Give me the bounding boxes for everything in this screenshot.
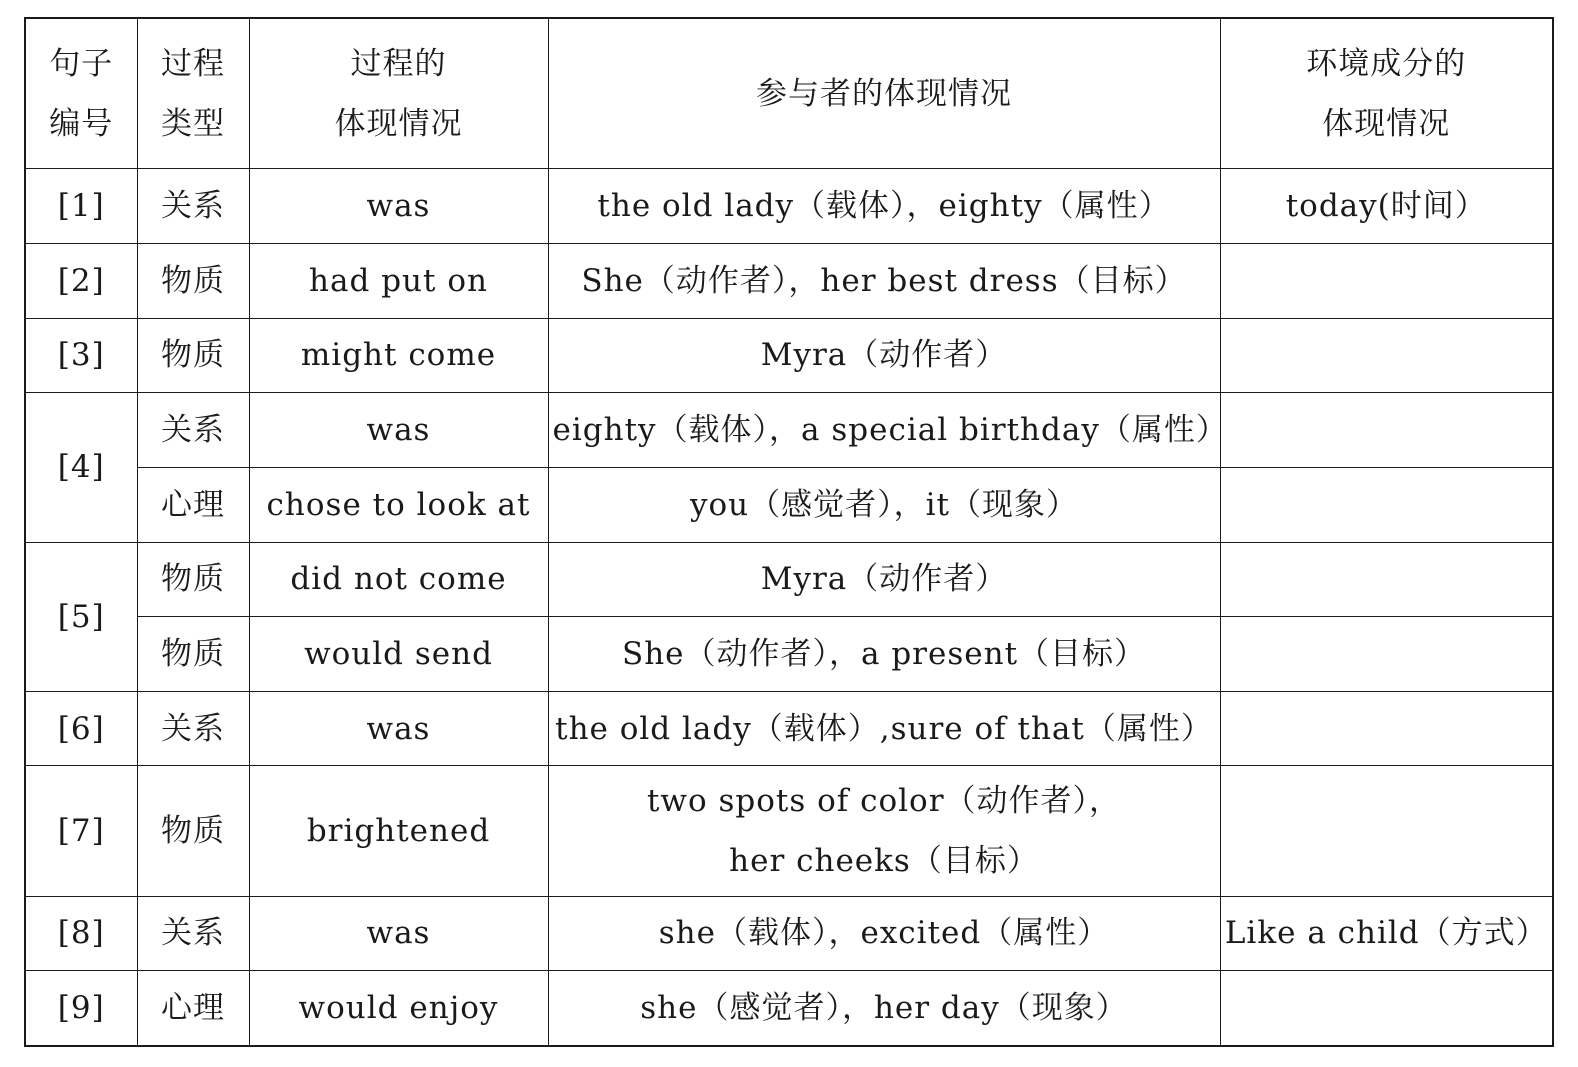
process-cell: was [249, 393, 548, 468]
process-cell: had put on [249, 243, 548, 318]
circumstance-cell [1220, 243, 1553, 318]
process-type-cell: 物质 [137, 318, 249, 393]
circumstance-cell [1220, 318, 1553, 393]
circumstance-cell [1220, 971, 1553, 1046]
table-row [25, 169, 1553, 244]
process-type-cell: 关系 [137, 393, 249, 468]
process-cell: was [249, 896, 548, 971]
sentence-number-cell: [6] [25, 691, 137, 766]
participants-cell: the old lady（载体），eighty（属性） [548, 169, 1220, 244]
header-text: 过程的 [350, 45, 447, 82]
table-row [25, 542, 1553, 617]
table-row [25, 766, 1553, 896]
table-row [25, 243, 1553, 318]
header-circumstance [1220, 18, 1553, 169]
process-cell: chose to look at [249, 467, 548, 542]
header-text: 参与者的体现情况 [756, 75, 1012, 112]
process-type-cell: 关系 [137, 169, 249, 244]
participants-cell: She（动作者），a present（目标） [548, 617, 1220, 692]
participants-cell: she（感觉者），her day（现象） [548, 971, 1220, 1046]
participants-cell: Myra（动作者） [548, 542, 1220, 617]
header-text: 过程 [161, 45, 225, 82]
participants-cell: Myra（动作者） [548, 318, 1220, 393]
process-cell: brightened [249, 766, 548, 896]
participants-cell [548, 766, 1220, 896]
process-type-cell: 心理 [137, 971, 249, 1046]
header-process-realization [249, 18, 548, 169]
process-cell: would enjoy [249, 971, 548, 1046]
process-cell: might come [249, 318, 548, 393]
sentence-number-cell: [2] [25, 243, 137, 318]
sentence-number-cell: [7] [25, 766, 137, 896]
header-text: 句子 [49, 45, 114, 82]
circumstance-cell [1220, 393, 1553, 468]
table-row [25, 393, 1553, 468]
header-process-type [137, 18, 249, 169]
sentence-number-cell: [8] [25, 896, 137, 971]
table-row [25, 896, 1553, 971]
process-type-cell: 物质 [137, 766, 249, 896]
table-row [25, 617, 1553, 692]
process-type-cell: 物质 [137, 617, 249, 692]
sentence-number-cell: [1] [25, 169, 137, 244]
sentence-number-cell: [5] [25, 542, 137, 691]
circumstance-cell: today(时间） [1220, 169, 1553, 244]
process-cell: did not come [249, 542, 548, 617]
header-participants [548, 18, 1220, 169]
participants-cell: she（载体），excited（属性） [548, 896, 1220, 971]
header-text: 体现情况 [1322, 105, 1451, 142]
table-row [25, 971, 1553, 1046]
circumstance-cell [1220, 766, 1553, 896]
process-cell: was [249, 169, 548, 244]
header-sentence-number [25, 18, 137, 169]
process-type-cell: 物质 [137, 243, 249, 318]
table-row [25, 318, 1553, 393]
process-cell: was [249, 691, 548, 766]
sentence-number-cell: [4] [25, 393, 137, 542]
circumstance-cell [1220, 467, 1553, 542]
header-text: 类型 [161, 105, 225, 142]
header-text: 体现情况 [334, 105, 463, 142]
process-type-cell: 关系 [137, 896, 249, 971]
process-analysis-table [24, 17, 1554, 1047]
circumstance-cell [1220, 617, 1553, 692]
table-header-row [25, 18, 1553, 169]
sentence-number-cell: [9] [25, 971, 137, 1046]
circumstance-cell [1220, 542, 1553, 617]
table-row [25, 691, 1553, 766]
process-type-cell: 心理 [137, 467, 249, 542]
participants-cell: you（感觉者），it（现象） [548, 467, 1220, 542]
participants-line: her cheeks（目标） [729, 843, 1039, 879]
participants-cell: eighty（载体），a special birthday（属性） [548, 393, 1220, 468]
process-type-cell: 物质 [137, 542, 249, 617]
participants-cell: the old lady（载体）,sure of that（属性） [548, 691, 1220, 766]
participants-line: two spots of color（动作者）， [646, 783, 1122, 819]
process-cell: would send [249, 617, 548, 692]
header-text: 编号 [49, 105, 114, 142]
process-type-cell: 关系 [137, 691, 249, 766]
table-row [25, 467, 1553, 542]
circumstance-cell [1220, 691, 1553, 766]
header-text: 环境成分的 [1306, 45, 1467, 82]
circumstance-cell: Like a child（方式） [1220, 896, 1553, 971]
sentence-number-cell: [3] [25, 318, 137, 393]
participants-cell: She（动作者），her best dress（目标） [548, 243, 1220, 318]
